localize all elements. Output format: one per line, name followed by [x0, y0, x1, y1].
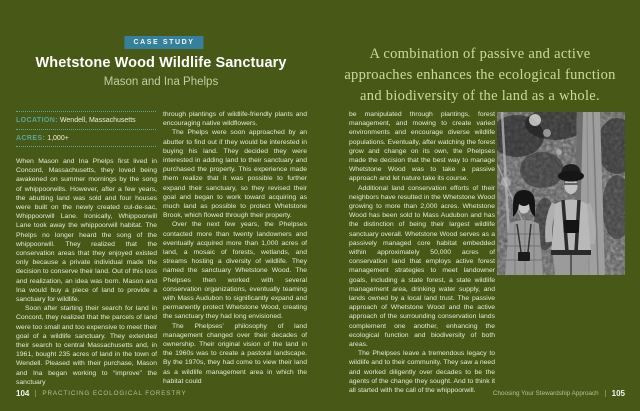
pull-quote: [322, 44, 638, 107]
paragraph: be manipulated through plantings, forest management, and mowing to create varied environments and encourage diverse wildlife populations. Eventually, after watching the forest grow and change on its own, the Phelpses made the decision that the best way to manage Whetstone Wood was to take a passive approach and let nature take its course.: [349, 111, 495, 183]
body-column-3: [349, 110, 495, 395]
paragraph: The Phelpses’ philosophy of land management changed over their decades of ownership. Their original vision of the land in the 1960s was to create a pastoral landscape. By the 1970s, they had come to view their land as a wildlife management area in which the habitat could: [163, 322, 307, 385]
paragraph: through plantings of wildlife-friendly plants and encouraging native wildflowers.: [163, 111, 307, 128]
paragraph: Over the next few years, the Phelpses contacted more than twenty landowners and eventually acquired more than 1,000 acres of land, a mosaic of forests, wetlands, and streams hosting a diversity of wildlife. They named the sanctuary Whetstone Wood. The Phelpses then worked with several conservation organizations, eventually teaming with Mass Audubon to significantly expand and permanently protect Whetstone Wood, creating the sanctuary they had long envisioned.: [163, 221, 307, 321]
acres-row: [16, 129, 156, 147]
location-value: Wendell, Massachusetts: [59, 117, 136, 124]
sanctuary-photo: [497, 112, 625, 275]
page-title: Whetstone Wood Wildlife Sanctuary: [35, 55, 287, 71]
info-panel: [16, 111, 156, 147]
quote-line: A combination of passive and active: [369, 46, 591, 62]
footer-left: [16, 389, 187, 398]
quote-line: approaches enhances the ecological function: [344, 67, 616, 83]
paragraph: The Phelps were soon approached by an abutter to find out if they would be interested in buying his land. They decided they were interested in adding land to their sanctuary and purchased the property. This experience made them realize that it was possible to further expand their sanctuary, so they revised their goal and began to work toward acquiring as much land as possible to protect Whetstone Brook, which flowed through their property.: [163, 129, 307, 220]
page-number-right: 105: [611, 389, 625, 398]
acres-value: 1,000+: [47, 134, 69, 142]
paragraph: The Phelpses leave a tremendous legacy to wildlife and to their community. They saw a need and worked diligently over decades to be the agents of the change they sought. And to think it all started with the call of the whippoorwill.: [349, 350, 495, 395]
paragraph: Soon after starting their search for land in Concord, they realized that the parcels of land were too small and too expensive to meet their goal of a wildlife sanctuary. They extended their search to central Massachusetts and, in 1961, bought 235 acres of land in the town of Wendell. Pleased with their purchase, Mason and Ina began working to “improve” the sanctuary: [16, 305, 157, 386]
location-row: [16, 112, 156, 129]
page-number-left: 104: [16, 389, 30, 398]
footer-divider: [605, 390, 606, 397]
body-column-2: [163, 110, 307, 386]
running-head-right: Choosing Your Stewardship Approach: [492, 390, 599, 397]
body-column-1: [16, 157, 157, 387]
footer-divider: [35, 390, 36, 397]
case-study-badge: CASE STUDY: [124, 36, 203, 49]
running-head-left: PRACTICING ECOLOGICAL FORESTRY: [42, 390, 187, 397]
quote-line: and biodiversity of the land as a whole.: [360, 88, 600, 104]
byline: Mason and Ina Phelps: [103, 76, 219, 88]
paragraph: When Mason and Ina Phelps first lived in Concord, Massachusetts, they loved being awakened on summer mornings by the song of whippoorwills. However, after a few years, the abutting land was sold and four houses were built on the newly created cul-de-sac, Whippoorwill Lane. Ironically, Whippoorwill Lane took away the whippoorwill habitat. The Phelps no longer heard the song of the whippoorwill. They realized that the conservation areas that they enjoyed existed only because a private individual made the decision to conserve their land. Out of this loss and realization, an idea was born. Mason and Ina would buy a piece of land to provide a sanctuary for wildlife.: [16, 158, 157, 304]
paragraph: Additional land conservation efforts of their neighbors have resulted in the Whetstone Wood growing to more than 2,000 acres. Whetstone Wood has been sold to Mass Audubon and has the distinction of being their largest wildlife sanctuary overall. Whetstone Wood serves as a passively managed core habitat embedded within approximately 50,000 acres of conservation land that employs active forest management strategies to meet landowner goals, including a state forest, a state wildlife management area, drinking water supply, and lands owned by a local land trust. The passive approach of Whetstone Wood and the active approach of the surrounding conservation lands complement one another, enhancing the ecological function and biodiversity of both areas.: [349, 184, 495, 349]
forest-photo-illustration: [497, 112, 625, 275]
footer-right: [493, 389, 625, 398]
acres-label: ACRES:: [16, 134, 46, 142]
location-label: LOCATION:: [16, 117, 58, 124]
